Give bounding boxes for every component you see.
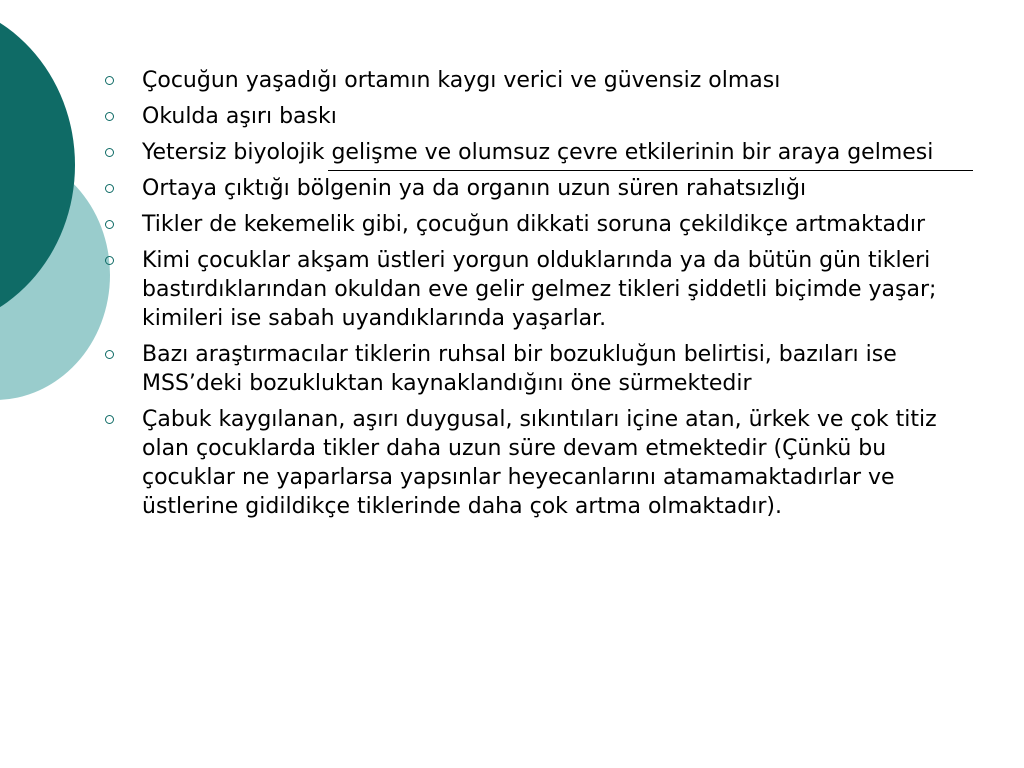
circle-bullet-icon — [105, 148, 114, 157]
bullet-item — [105, 405, 965, 521]
circle-bullet-icon — [105, 256, 114, 265]
bullet-text: Çocuğun yaşadığı ortamın kaygı verici ve güvensiz olması — [142, 68, 781, 93]
circle-bullet-icon — [105, 112, 114, 121]
circle-bullet-icon — [105, 415, 114, 424]
bullet-text: Tikler de kekemelik gibi, çocuğun dikkati soruna çekildikçe artmaktadır — [142, 212, 926, 237]
bullet-item — [105, 174, 965, 203]
bullet-list — [105, 66, 965, 528]
bullet-item — [105, 340, 965, 398]
bullet-item — [105, 138, 965, 167]
bullet-item — [105, 210, 965, 239]
bullet-text: Ortaya çıktığı bölgenin ya da organın uzun süren rahatsızlığı — [142, 176, 807, 201]
bullet-text: Bazı araştırmacılar tiklerin ruhsal bir bozukluğun belirtisi, bazıları ise MSS’deki bozukluktan kaynaklandığını öne sürmektedir — [142, 342, 897, 396]
bullet-item — [105, 66, 965, 95]
bullet-text: Çabuk kaygılanan, aşırı duygusal, sıkıntıları içine atan, ürkek ve çok titiz olan çocuklarda tikler daha uzun süre devam etmektedir (Çünkü bu çocuklar ne yaparlarsa yapsınlar heyecanlarını atamamaktadırlar ve üstlerine gidildikçe tiklerinde daha çok artma olmaktadır). — [142, 407, 937, 519]
circle-bullet-icon — [105, 184, 114, 193]
bullet-text: Kimi çocuklar akşam üstleri yorgun olduklarında ya da bütün gün tikleri bastırdıklarından okuldan eve gelir gelmez tikleri şiddetli biçimde yaşar; kimileri ise sabah uyandıklarında yaşarlar. — [142, 248, 937, 331]
bullet-item — [105, 102, 965, 131]
circle-bullet-icon — [105, 220, 114, 229]
bullet-text: Yetersiz biyolojik gelişme ve olumsuz çevre etkilerinin bir araya gelmesi — [142, 140, 934, 165]
bullet-text: Okulda aşırı baskı — [142, 104, 337, 129]
circle-bullet-icon — [105, 76, 114, 85]
circle-bullet-icon — [105, 350, 114, 359]
bullet-item — [105, 246, 965, 333]
